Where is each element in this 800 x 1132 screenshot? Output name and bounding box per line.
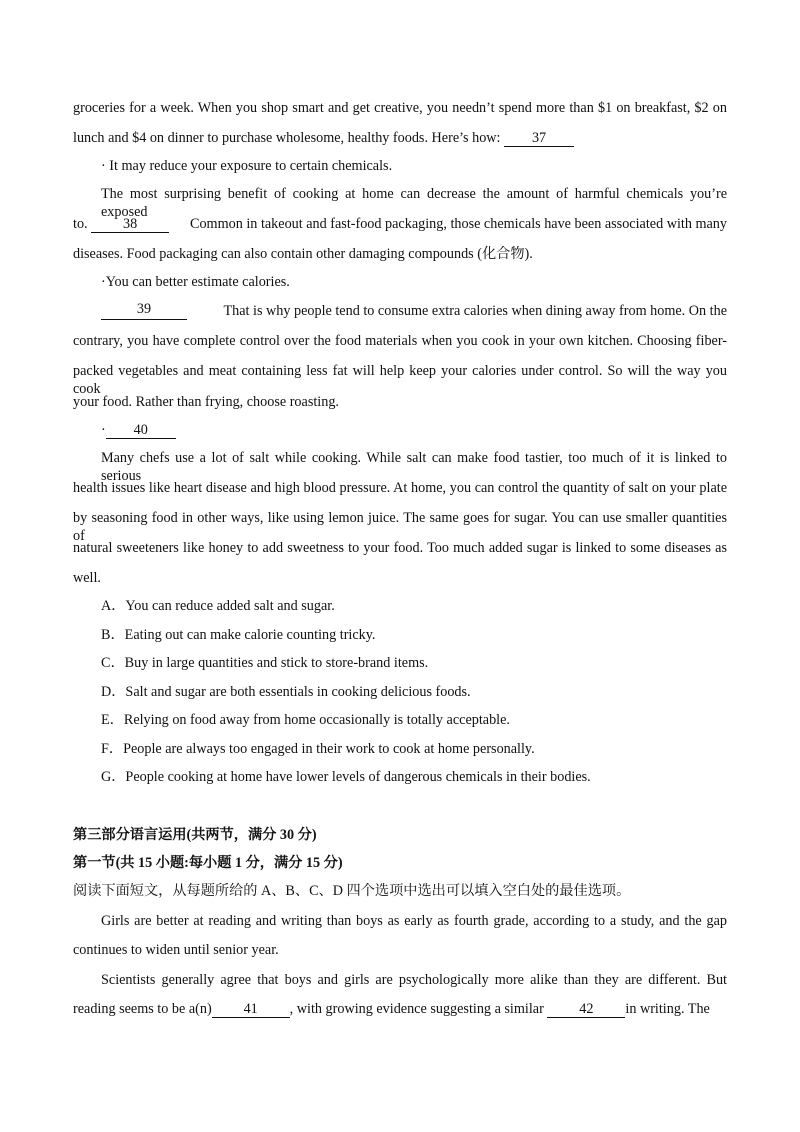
blank-37: 37: [504, 131, 574, 147]
option-g: G．People cooking at home have lower levels of dangerous chemicals in their bodies.: [101, 769, 591, 785]
passage-line: groceries for a week. When you shop smart and get creative, you needn’t spend more than $1 on breakfast, $2 on: [73, 100, 727, 116]
passage-text: That is why people tend to consume extra calories when dining away from home. On the: [223, 303, 727, 319]
option-c: C．Buy in large quantities and stick to store-brand items.: [101, 655, 429, 671]
passage-line: The most surprising benefit of cooking at home can decrease the amount of harmful chemicals you’re exposed: [101, 186, 727, 220]
passage-line: [73, 215, 727, 233]
passage-line: Many chefs use a lot of salt while cooking. While salt can make food tastier, too much of it is linked to serious: [101, 450, 727, 484]
option-a: A．You can reduce added salt and sugar.: [101, 598, 335, 614]
option-d: D．Salt and sugar are both essentials in cooking delicious foods.: [101, 684, 471, 700]
blank-39: 39: [101, 302, 187, 320]
passage-line: Scientists generally agree that boys and girls are psychologically more alike than they are different. But: [101, 972, 727, 988]
passage-text: ·: [101, 422, 106, 438]
blank-42: 42: [547, 1002, 625, 1018]
passage-line: your food. Rather than frying, choose roasting.: [73, 394, 339, 410]
passage-text: in writing. The: [625, 1001, 710, 1017]
option-f: F．People are always too engaged in their work to cook at home personally.: [101, 741, 535, 757]
passage-line: continues to widen until senior year.: [73, 942, 279, 958]
passage-line: by seasoning food in other ways, like using lemon juice. The same goes for sugar. You can use smaller quantities of: [73, 510, 727, 544]
option-e: E．Relying on food away from home occasionally is totally acceptable.: [101, 712, 510, 728]
section-title: 第三部分语言运用(共两节，满分 30 分): [73, 827, 317, 843]
blank-41: 41: [212, 1002, 290, 1018]
passage-text: Common in takeout and fast-food packaging, those chemicals have been associated with many: [190, 216, 727, 232]
passage-line: [73, 129, 727, 147]
heading-3: [101, 421, 727, 439]
passage-line: [73, 1000, 727, 1018]
passage-line: health issues like heart disease and high blood pressure. At home, you can control the quantity of salt on your plate: [73, 480, 727, 496]
blank-38: 38: [91, 217, 169, 233]
option-b: B．Eating out can make calorie counting tricky.: [101, 627, 376, 643]
passage-line: diseases. Food packaging can also contain other damaging compounds (化合物).: [73, 246, 533, 262]
passage-line: contrary, you have complete control over the food materials when you cook in your own kitchen. Choosing fiber-: [73, 333, 727, 349]
passage-line: well.: [73, 570, 101, 586]
passage-text: to.: [73, 216, 92, 232]
heading-2: ·You can better estimate calories.: [101, 274, 290, 290]
passage-text: lunch and $4 on dinner to purchase wholesome, healthy foods. Here’s how:: [73, 130, 505, 146]
passage-text: reading seems to be a(n): [73, 1001, 212, 1017]
section-subtitle: 第一节(共 15 小题:每小题 1 分，满分 15 分): [73, 855, 343, 871]
passage-text: , with growing evidence suggesting a similar: [289, 1001, 548, 1017]
passage-line: [101, 302, 727, 320]
section-instruction: 阅读下面短文，从每题所给的 A、B、C、D 四个选项中选出可以填入空白处的最佳选项。: [73, 883, 631, 899]
passage-line: Girls are better at reading and writing than boys as early as fourth grade, according to a study, and the gap: [101, 913, 727, 929]
passage-line: packed vegetables and meat containing less fat will help keep your calories under control. So will the way you cook: [73, 363, 727, 397]
heading-1: · It may reduce your exposure to certain chemicals.: [101, 158, 393, 174]
passage-line: natural sweeteners like honey to add sweetness to your food. Too much added sugar is linked to some diseases as: [73, 540, 727, 556]
blank-40: 40: [106, 423, 176, 439]
